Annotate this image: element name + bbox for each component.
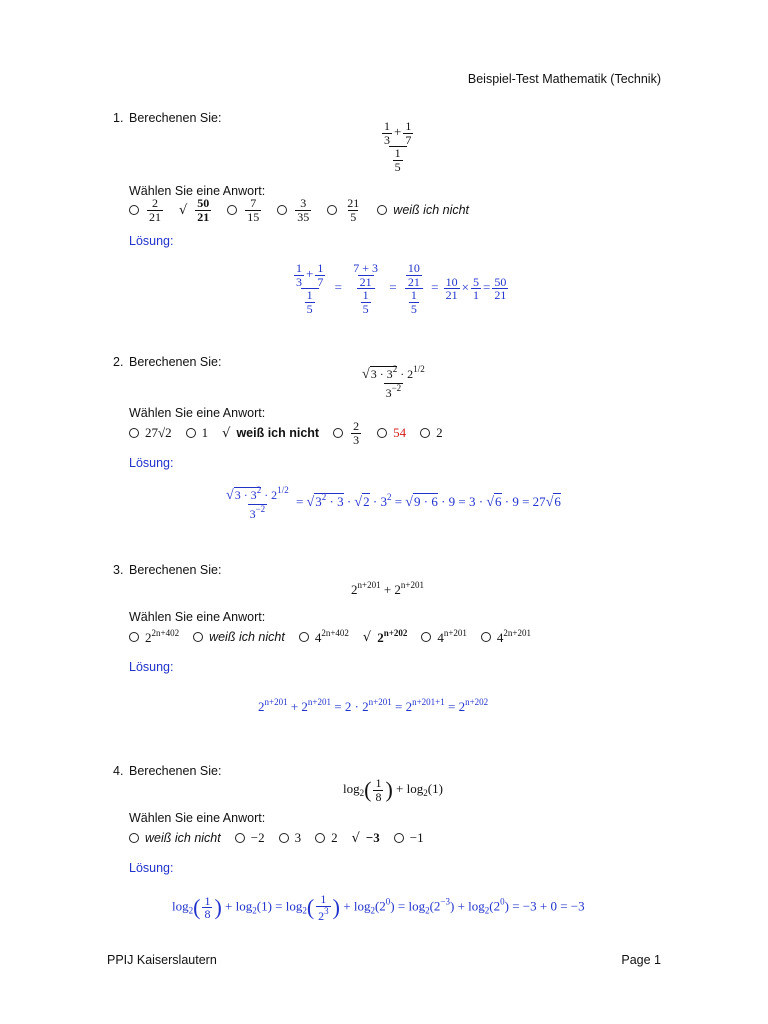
q2-option-a[interactable]: 27√2 <box>129 425 172 441</box>
q1-option-e[interactable]: $\frac{21}{5}$ <box>327 197 363 223</box>
q2-option-f[interactable]: 2 <box>420 425 443 441</box>
radio-circle-icon[interactable] <box>129 428 139 438</box>
radio-circle-icon[interactable] <box>129 632 139 642</box>
q2-option-d[interactable]: $\frac{2}{3}$ <box>333 420 363 446</box>
q1-option-a[interactable]: $\frac{2}{21}$ <box>129 197 165 223</box>
radio-circle-icon[interactable] <box>421 632 431 642</box>
q3-option-c[interactable]: $4^{2n+402}$ <box>299 628 349 646</box>
question-3-heading: 3. Berechenen Sie: <box>113 563 222 577</box>
radio-circle-icon[interactable] <box>481 632 491 642</box>
question-4-options <box>129 830 438 846</box>
page-footer-right: Page 1 <box>621 953 661 967</box>
q3-option-e[interactable]: $4^{n+201}$ <box>421 628 467 646</box>
q4-option-f[interactable]: −1 <box>394 830 424 846</box>
radio-circle-icon[interactable] <box>377 428 387 438</box>
question-2-heading: 2. Berechenen Sie: <box>113 355 222 369</box>
q3-option-a[interactable]: $2^{2n+402}$ <box>129 628 179 646</box>
q1-option-c[interactable]: $\frac{7}{15}$ <box>227 197 263 223</box>
radio-circle-icon[interactable] <box>129 833 139 843</box>
radio-circle-icon[interactable] <box>327 205 337 215</box>
page-footer-left: PPIJ Kaiserslautern <box>107 953 217 967</box>
q4-option-e[interactable]: √ −3 <box>351 830 380 846</box>
question-1-heading: 1. Berechenen Sie: <box>113 111 222 125</box>
question-1-expression: $\frac{1}{3}$ + $\frac{1}{7}$ $\frac{1}{5}$ <box>384 119 412 174</box>
radio-circle-icon[interactable] <box>315 833 325 843</box>
radio-circle-icon[interactable] <box>235 833 245 843</box>
page-header: Beispiel-Test Mathematik (Technik) <box>467 72 661 86</box>
checkmark-icon: √ <box>362 629 372 645</box>
question-3-options <box>129 628 545 646</box>
q2-option-b[interactable]: 1 <box>186 425 209 441</box>
checkmark-icon: √ <box>179 202 188 218</box>
question-2-options <box>129 420 457 446</box>
checkmark-icon: √ <box>222 425 231 441</box>
radio-circle-icon[interactable] <box>333 428 343 438</box>
question-4-expression: $\log_2$( $\frac{1}{8}$ ) + $\log_2(1)$ <box>343 776 443 804</box>
question-3-solution-label: Lösung: <box>129 660 174 674</box>
question-4-heading: 4. Berechenen Sie: <box>113 764 222 778</box>
radio-circle-icon[interactable] <box>186 428 196 438</box>
q4-option-c[interactable]: 3 <box>279 830 302 846</box>
q1-option-d[interactable]: $\frac{3}{35}$ <box>277 197 313 223</box>
question-2-solution: $\frac{√3 \cdot 3^2 \cdot 2^{1/2}}{3^{-2}}$ = $√3^2 \cdot 3 \cdot √2 \cdot 3^2 = √9 \cdot 6 \cdot 9 = 3 \cdot √6 \cdot 9 = 27√6$ <box>226 485 561 521</box>
q3-option-f[interactable]: $4^{2n+201}$ <box>481 628 531 646</box>
q4-option-a[interactable]: weiß ich nicht <box>129 831 221 845</box>
question-1-options <box>129 197 483 223</box>
q3-option-d[interactable]: √ $2^{n+202}$ <box>362 628 408 645</box>
question-1-solution: $\frac{1}{3}$ + $\frac{1}{7}$ $\frac{1}{5}$ = $\frac{\frac{7 + 3}{21}}{\frac{1}{5}}$ = $\frac{\frac{10}{21}}{\frac{1}{5}}$ = $\frac{10}{21}$ × $\frac{5}{1}$ = $\frac{50}{21}$ <box>296 261 507 316</box>
question-1-solution-label: Lösung: <box>129 234 174 248</box>
radio-circle-icon[interactable] <box>299 632 309 642</box>
radio-circle-icon[interactable] <box>420 428 430 438</box>
q4-option-d[interactable]: 2 <box>315 830 338 846</box>
q4-option-b[interactable]: −2 <box>235 830 265 846</box>
checkmark-icon: √ <box>351 830 360 846</box>
question-4-solution-label: Lösung: <box>129 861 174 875</box>
question-4-choose-label: Wählen Sie eine Anwort: <box>129 811 266 825</box>
radio-circle-icon[interactable] <box>129 205 139 215</box>
question-2-solution-label: Lösung: <box>129 456 174 470</box>
radio-circle-icon[interactable] <box>193 632 203 642</box>
q1-option-b[interactable]: √ $\frac{50}{21}$ <box>179 196 210 224</box>
radio-circle-icon[interactable] <box>279 833 289 843</box>
question-4-solution: $\log_2$( $\frac{1}{8}$ ) + $\log_2(1) = \log_2$( $\frac{1}{2^3}$ ) + $\log_2(2^0) = \log_2(2^{-3}) + \log_2(2^0) = -3 + 0 = -3$ <box>172 892 585 923</box>
question-3-solution: $2^{n+201} + 2^{n+201} = 2 \cdot 2^{n+201} = 2^{n+201+1} = 2^{n+202}$ <box>258 697 489 714</box>
radio-circle-icon[interactable] <box>377 205 387 215</box>
q2-option-e[interactable]: 54 <box>377 425 406 441</box>
question-3-expression: $2^{n+201} + 2^{n+201}$ <box>351 580 424 597</box>
radio-circle-icon[interactable] <box>227 205 237 215</box>
question-2-choose-label: Wählen Sie eine Anwort: <box>129 406 266 420</box>
q1-option-f[interactable]: weiß ich nicht <box>377 203 469 217</box>
question-2-expression: $\frac{√3 \cdot 3^2 \cdot 2^{1/2}}{3^{-2}}$ <box>362 364 425 400</box>
question-1-choose-label: Wählen Sie eine Anwort: <box>129 184 266 198</box>
radio-circle-icon[interactable] <box>394 833 404 843</box>
question-3-choose-label: Wählen Sie eine Anwort: <box>129 610 266 624</box>
q2-option-c[interactable]: √ weiß ich nicht <box>222 425 320 441</box>
q3-option-b[interactable]: weiß ich nicht <box>193 630 285 644</box>
radio-circle-icon[interactable] <box>277 205 287 215</box>
